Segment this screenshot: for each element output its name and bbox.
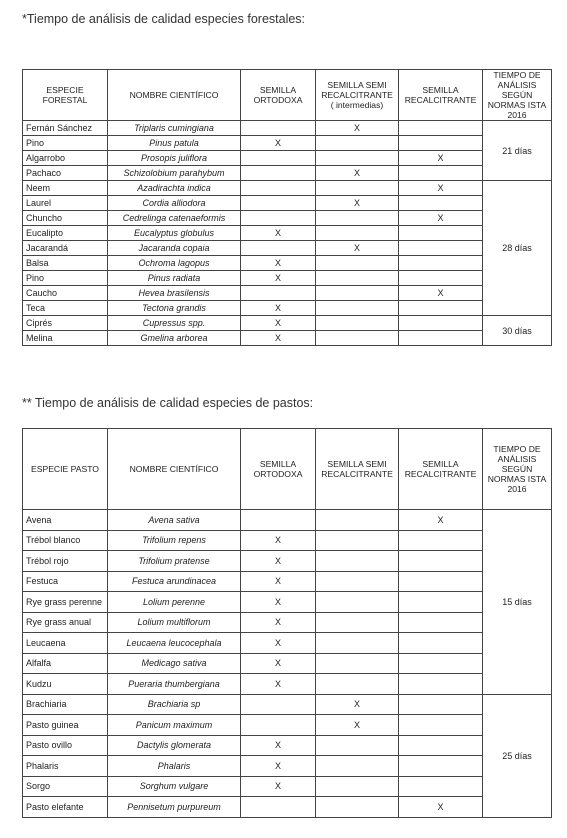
orthodox-mark-cell: X <box>241 226 316 241</box>
orthodox-mark-cell: X <box>241 735 316 756</box>
table-row <box>23 271 552 286</box>
table-row <box>23 592 552 613</box>
semi-recalcitrant-mark-cell: X <box>316 241 399 256</box>
semi-recalcitrant-mark-cell <box>316 653 399 674</box>
table-row <box>23 571 552 592</box>
semi-recalcitrant-mark-cell <box>316 271 399 286</box>
scientific-name-cell: Avena sativa <box>108 510 241 531</box>
recalcitrant-mark-cell <box>399 694 483 715</box>
orthodox-mark-cell <box>241 694 316 715</box>
table-row <box>23 735 552 756</box>
recalcitrant-mark-cell <box>399 674 483 695</box>
common-name-cell: Laurel <box>23 196 108 211</box>
col-header-analysis-time: TIEMPO DE ANÁLISIS SEGÚN NORMAS ISTA 2016 <box>483 70 552 121</box>
common-name-cell: Pasto ovillo <box>23 735 108 756</box>
analysis-time-cell: 15 días <box>483 510 552 695</box>
table-row <box>23 756 552 777</box>
semi-recalcitrant-mark-cell <box>316 226 399 241</box>
common-name-cell: Brachiaria <box>23 694 108 715</box>
scientific-name-cell: Medicago sativa <box>108 653 241 674</box>
semi-recalcitrant-mark-cell: X <box>316 166 399 181</box>
common-name-cell: Pino <box>23 136 108 151</box>
recalcitrant-mark-cell: X <box>399 151 483 166</box>
col-header-recalcitrant: SEMILLA RECALCITRANTE <box>399 429 483 510</box>
table-row <box>23 196 552 211</box>
table-row <box>23 633 552 654</box>
scientific-name-cell: Hevea brasilensis <box>108 286 241 301</box>
scientific-name-cell: Cupressus spp. <box>108 316 241 331</box>
scientific-name-cell: Ochroma lagopus <box>108 256 241 271</box>
orthodox-mark-cell <box>241 166 316 181</box>
semi-recalcitrant-mark-cell <box>316 286 399 301</box>
common-name-cell: Trébol blanco <box>23 530 108 551</box>
recalcitrant-mark-cell: X <box>399 181 483 196</box>
scientific-name-cell: Dactylis glomerata <box>108 735 241 756</box>
analysis-time-cell: 30 días <box>483 316 552 346</box>
semi-recalcitrant-mark-cell <box>316 551 399 572</box>
recalcitrant-mark-cell <box>399 776 483 797</box>
orthodox-mark-cell: X <box>241 776 316 797</box>
recalcitrant-mark-cell <box>399 316 483 331</box>
recalcitrant-mark-cell <box>399 271 483 286</box>
table-row <box>23 166 552 181</box>
pasture-section-title: ** Tiempo de análisis de calidad especies de pastos: <box>22 396 314 410</box>
semi-recalcitrant-mark-cell <box>316 776 399 797</box>
orthodox-mark-cell: X <box>241 331 316 346</box>
common-name-cell: Ciprés <box>23 316 108 331</box>
scientific-name-cell: Tectona grandis <box>108 301 241 316</box>
recalcitrant-mark-cell <box>399 530 483 551</box>
semi-recalcitrant-mark-cell <box>316 331 399 346</box>
recalcitrant-mark-cell <box>399 196 483 211</box>
semi-recalcitrant-mark-cell <box>316 530 399 551</box>
table-row <box>23 286 552 301</box>
orthodox-mark-cell <box>241 241 316 256</box>
semi-recalcitrant-mark-cell <box>316 510 399 531</box>
recalcitrant-mark-cell <box>399 301 483 316</box>
scientific-name-cell: Prosopis juliflora <box>108 151 241 166</box>
common-name-cell: Melina <box>23 331 108 346</box>
orthodox-mark-cell: X <box>241 271 316 286</box>
table-row <box>23 241 552 256</box>
semi-recalcitrant-mark-cell <box>316 211 399 226</box>
common-name-cell: Eucalipto <box>23 226 108 241</box>
forest-species-table <box>22 69 552 346</box>
recalcitrant-mark-cell <box>399 715 483 736</box>
common-name-cell: Leucaena <box>23 633 108 654</box>
semi-recalcitrant-mark-cell <box>316 756 399 777</box>
semi-recalcitrant-mark-cell <box>316 633 399 654</box>
orthodox-mark-cell: X <box>241 612 316 633</box>
col-header-orthodox: SEMILLA ORTODOXA <box>241 70 316 121</box>
common-name-cell: Phalaris <box>23 756 108 777</box>
scientific-name-cell: Panicum maximum <box>108 715 241 736</box>
common-name-cell: Festuca <box>23 571 108 592</box>
recalcitrant-mark-cell: X <box>399 211 483 226</box>
col-header-analysis-time: TIEMPO DE ANÁLISIS SEGÚN NORMAS ISTA 2016 <box>483 429 552 510</box>
common-name-cell: Trébol rojo <box>23 551 108 572</box>
semi-recalcitrant-mark-cell <box>316 612 399 633</box>
orthodox-mark-cell <box>241 797 316 818</box>
orthodox-mark-cell <box>241 151 316 166</box>
recalcitrant-mark-cell <box>399 551 483 572</box>
semi-recalcitrant-mark-cell <box>316 301 399 316</box>
table-row <box>23 674 552 695</box>
scientific-name-cell: Triplaris cumingiana <box>108 121 241 136</box>
orthodox-mark-cell <box>241 715 316 736</box>
orthodox-mark-cell: X <box>241 633 316 654</box>
orthodox-mark-cell: X <box>241 551 316 572</box>
scientific-name-cell: Lolium perenne <box>108 592 241 613</box>
pasture-species-table <box>22 428 552 818</box>
table-row <box>23 694 552 715</box>
semi-recalcitrant-mark-cell <box>316 181 399 196</box>
col-header-common-name: ESPECIE PASTO <box>23 429 108 510</box>
common-name-cell: Algarrobo <box>23 151 108 166</box>
table-row <box>23 226 552 241</box>
recalcitrant-mark-cell <box>399 735 483 756</box>
common-name-cell: Teca <box>23 301 108 316</box>
recalcitrant-mark-cell <box>399 592 483 613</box>
table-row <box>23 121 552 136</box>
table-header-row <box>23 70 552 121</box>
recalcitrant-mark-cell <box>399 633 483 654</box>
scientific-name-cell: Eucalyptus globulus <box>108 226 241 241</box>
recalcitrant-mark-cell: X <box>399 286 483 301</box>
common-name-cell: Neem <box>23 181 108 196</box>
common-name-cell: Pasto guinea <box>23 715 108 736</box>
recalcitrant-mark-cell <box>399 136 483 151</box>
recalcitrant-mark-cell <box>399 612 483 633</box>
table-row <box>23 797 552 818</box>
forest-section-title: *Tiempo de análisis de calidad especies forestales: <box>22 12 306 26</box>
table-row <box>23 653 552 674</box>
col-header-orthodox: SEMILLA ORTODOXA <box>241 429 316 510</box>
col-header-scientific-name: NOMBRE CIENTÍFICO <box>108 70 241 121</box>
scientific-name-cell: Cedrelinga catenaeformis <box>108 211 241 226</box>
semi-recalcitrant-mark-cell: X <box>316 121 399 136</box>
semi-recalcitrant-mark-cell: X <box>316 196 399 211</box>
table-row <box>23 551 552 572</box>
table-row <box>23 331 552 346</box>
table-row <box>23 776 552 797</box>
scientific-name-cell: Cordia alliodora <box>108 196 241 211</box>
orthodox-mark-cell: X <box>241 301 316 316</box>
common-name-cell: Pachaco <box>23 166 108 181</box>
semi-recalcitrant-mark-cell <box>316 571 399 592</box>
recalcitrant-mark-cell <box>399 256 483 271</box>
recalcitrant-mark-cell <box>399 571 483 592</box>
analysis-time-cell: 28 días <box>483 181 552 316</box>
semi-recalcitrant-mark-cell <box>316 316 399 331</box>
table-row <box>23 136 552 151</box>
semi-recalcitrant-mark-cell <box>316 256 399 271</box>
scientific-name-cell: Lolium multiflorum <box>108 612 241 633</box>
common-name-cell: Sorgo <box>23 776 108 797</box>
common-name-cell: Rye grass perenne <box>23 592 108 613</box>
recalcitrant-mark-cell <box>399 226 483 241</box>
common-name-cell: Alfalfa <box>23 653 108 674</box>
orthodox-mark-cell <box>241 121 316 136</box>
orthodox-mark-cell <box>241 196 316 211</box>
table-row <box>23 530 552 551</box>
recalcitrant-mark-cell <box>399 241 483 256</box>
scientific-name-cell: Gmelina arborea <box>108 331 241 346</box>
scientific-name-cell: Jacaranda copaia <box>108 241 241 256</box>
table-row <box>23 151 552 166</box>
scientific-name-cell: Pennisetum purpureum <box>108 797 241 818</box>
orthodox-mark-cell: X <box>241 530 316 551</box>
orthodox-mark-cell: X <box>241 674 316 695</box>
col-header-semi-recalcitrant: SEMILLA SEMI RECALCITRANTE <box>316 429 399 510</box>
semi-recalcitrant-mark-cell <box>316 136 399 151</box>
scientific-name-cell: Pinus patula <box>108 136 241 151</box>
recalcitrant-mark-cell: X <box>399 797 483 818</box>
analysis-time-cell: 25 días <box>483 694 552 817</box>
semi-recalcitrant-mark-cell <box>316 797 399 818</box>
table-row <box>23 301 552 316</box>
scientific-name-cell: Leucaena leucocephala <box>108 633 241 654</box>
analysis-time-cell: 21 días <box>483 121 552 181</box>
scientific-name-cell: Sorghum vulgare <box>108 776 241 797</box>
recalcitrant-mark-cell <box>399 756 483 777</box>
recalcitrant-mark-cell <box>399 166 483 181</box>
table-row <box>23 211 552 226</box>
orthodox-mark-cell: X <box>241 316 316 331</box>
orthodox-mark-cell: X <box>241 592 316 613</box>
common-name-cell: Chuncho <box>23 211 108 226</box>
scientific-name-cell: Pinus radiata <box>108 271 241 286</box>
recalcitrant-mark-cell <box>399 331 483 346</box>
common-name-cell: Fernán Sánchez <box>23 121 108 136</box>
orthodox-mark-cell: X <box>241 653 316 674</box>
common-name-cell: Rye grass anual <box>23 612 108 633</box>
table-row <box>23 316 552 331</box>
recalcitrant-mark-cell <box>399 121 483 136</box>
table-row <box>23 612 552 633</box>
table-row <box>23 715 552 736</box>
table-row <box>23 181 552 196</box>
col-header-semi-recalcitrant: SEMILLA SEMI RECALCITRANTE ( intermedias) <box>316 70 399 121</box>
common-name-cell: Jacarandá <box>23 241 108 256</box>
scientific-name-cell: Phalaris <box>108 756 241 777</box>
common-name-cell: Pasto elefante <box>23 797 108 818</box>
scientific-name-cell: Pueraria thumbergiana <box>108 674 241 695</box>
scientific-name-cell: Trifolium pratense <box>108 551 241 572</box>
semi-recalcitrant-mark-cell <box>316 151 399 166</box>
col-header-recalcitrant: SEMILLA RECALCITRANTE <box>399 70 483 121</box>
scientific-name-cell: Azadirachta indica <box>108 181 241 196</box>
orthodox-mark-cell: X <box>241 136 316 151</box>
orthodox-mark-cell: X <box>241 256 316 271</box>
orthodox-mark-cell <box>241 181 316 196</box>
orthodox-mark-cell <box>241 286 316 301</box>
table-header-row <box>23 429 552 510</box>
scientific-name-cell: Trifolium repens <box>108 530 241 551</box>
semi-recalcitrant-mark-cell <box>316 592 399 613</box>
recalcitrant-mark-cell <box>399 653 483 674</box>
orthodox-mark-cell <box>241 211 316 226</box>
col-header-scientific-name: NOMBRE CIENTÍFICO <box>108 429 241 510</box>
orthodox-mark-cell: X <box>241 571 316 592</box>
table-row <box>23 256 552 271</box>
scientific-name-cell: Festuca arundinacea <box>108 571 241 592</box>
semi-recalcitrant-mark-cell: X <box>316 694 399 715</box>
common-name-cell: Pino <box>23 271 108 286</box>
table-row <box>23 510 552 531</box>
semi-recalcitrant-mark-cell <box>316 674 399 695</box>
common-name-cell: Balsa <box>23 256 108 271</box>
semi-recalcitrant-mark-cell <box>316 735 399 756</box>
orthodox-mark-cell <box>241 510 316 531</box>
col-header-common-name: ESPECIE FORESTAL <box>23 70 108 121</box>
common-name-cell: Kudzu <box>23 674 108 695</box>
recalcitrant-mark-cell: X <box>399 510 483 531</box>
common-name-cell: Avena <box>23 510 108 531</box>
common-name-cell: Caucho <box>23 286 108 301</box>
scientific-name-cell: Schizolobium parahybum <box>108 166 241 181</box>
orthodox-mark-cell: X <box>241 756 316 777</box>
semi-recalcitrant-mark-cell: X <box>316 715 399 736</box>
scientific-name-cell: Brachiaria sp <box>108 694 241 715</box>
